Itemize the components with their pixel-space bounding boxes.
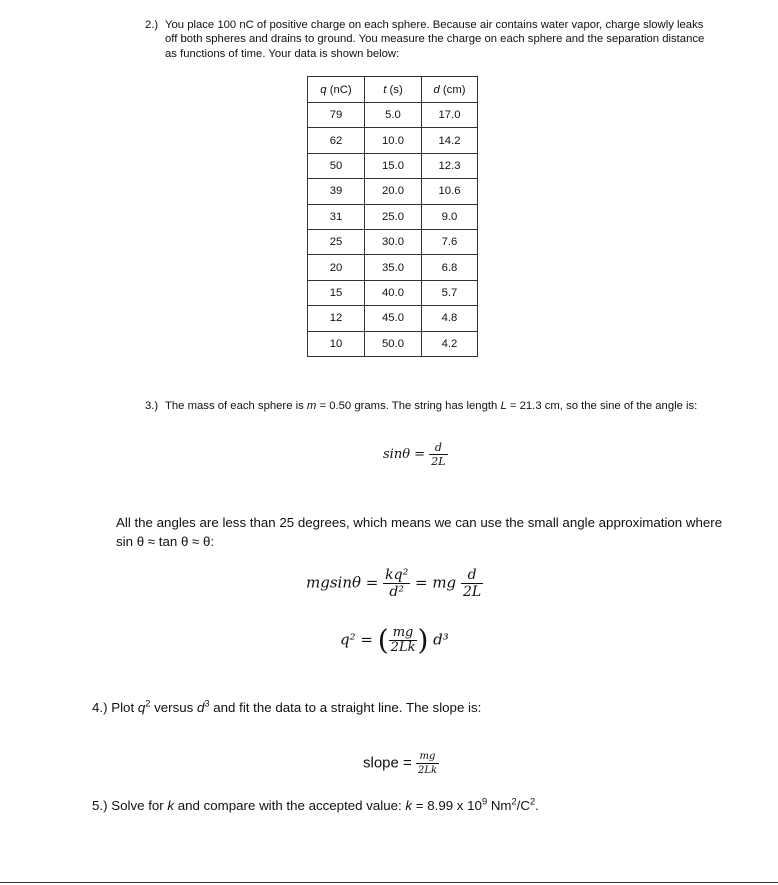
slope-equation: slope = $\frac{mg}{2Lk}$ <box>363 751 438 776</box>
table-cell: 15.0 <box>365 153 422 178</box>
table-row <box>308 204 478 229</box>
charge-squared-equation: q² = ( $\frac{mg}{2Lk}$ ) d³ <box>340 623 449 657</box>
table-cell: 12.3 <box>422 153 478 178</box>
table-cell: 20 <box>308 255 365 280</box>
sine-fraction: $\frac{d}{2L}$ <box>431 441 446 468</box>
table-cell: 50 <box>308 153 365 178</box>
page-bottom-rule <box>0 882 778 883</box>
slope-fraction: $\frac{mg}{2Lk}$ <box>390 625 416 655</box>
header-charge: q (nC) <box>308 77 365 103</box>
data-table <box>307 76 478 357</box>
table-cell: 79 <box>308 103 365 128</box>
table-cell: 39 <box>308 179 365 204</box>
table-cell: 25 <box>308 229 365 254</box>
table-cell: 30.0 <box>365 229 422 254</box>
table-row <box>308 306 478 331</box>
table-cell: 31 <box>308 204 365 229</box>
header-distance: d (cm) <box>422 77 478 103</box>
table-cell: 62 <box>308 128 365 153</box>
table-cell: 25.0 <box>365 204 422 229</box>
table-row <box>308 128 478 153</box>
table-row <box>308 255 478 280</box>
question-3 <box>145 399 705 413</box>
geometry-fraction: $\frac{d}{2L}$ <box>462 567 482 600</box>
table-cell: 14.2 <box>422 128 478 153</box>
table-cell: 20.0 <box>365 179 422 204</box>
table-cell: 7.6 <box>422 229 478 254</box>
question-2 <box>145 18 705 61</box>
table-cell: 5.0 <box>365 103 422 128</box>
table-cell: 5.7 <box>422 280 478 305</box>
table-row <box>308 103 478 128</box>
slope-value-fraction: $\frac{mg}{2Lk}$ <box>417 751 438 776</box>
table-cell: 10.6 <box>422 179 478 204</box>
sine-equation: sinθ = $\frac{d}{2L}$ <box>383 441 446 468</box>
table-cell: 6.8 <box>422 255 478 280</box>
table-cell: 4.8 <box>422 306 478 331</box>
question-5: 5.) Solve for k and compare with the accepted value: k = 8.99 x $10^9$ $Nm^2/C^2$. <box>92 796 539 813</box>
question-4: 4.) Plot $q^2$ versus $d^3$ and fit the data to a straight line. The slope is: <box>92 698 482 715</box>
table-row <box>308 331 478 356</box>
header-time: t (s) <box>365 77 422 103</box>
table-header-row <box>308 77 478 103</box>
question-3-number: 3.) <box>145 400 159 412</box>
table-cell: 17.0 <box>422 103 478 128</box>
force-equation: mgsinθ = $\frac{\text{kq²}}{\text{d²}}$ = mg $\frac{d}{2L}$ <box>306 567 482 600</box>
table-cell: 4.2 <box>422 331 478 356</box>
table-cell: 50.0 <box>365 331 422 356</box>
table-cell: 15 <box>308 280 365 305</box>
question-2-number: 2.) <box>145 19 159 31</box>
question-2-text: You place 100 nC of positive charge on each sphere. Because air contains water vapor, charge slowly leaks off both spheres and drains to ground. You measure the charge on each sphere and the separation distance as functions of time. Your data is shown below: <box>165 19 705 60</box>
table-cell: 10 <box>308 331 365 356</box>
question-3-text: The mass of each sphere is m = 0.50 grams. The string has length L = 21.3 cm, so the sine of the angle is: <box>165 400 698 412</box>
small-angle-text: All the angles are less than 25 degrees, which means we can use the small angle approximation where sin θ ≈ tan θ ≈ θ: <box>116 515 723 549</box>
table-row <box>308 229 478 254</box>
table-cell: 35.0 <box>365 255 422 280</box>
coulomb-fraction: $\frac{\text{kq²}}{\text{d²}}$ <box>385 567 409 600</box>
table-cell: 40.0 <box>365 280 422 305</box>
table-cell: 9.0 <box>422 204 478 229</box>
table-cell: 45.0 <box>365 306 422 331</box>
table-cell: 12 <box>308 306 365 331</box>
table-row <box>308 280 478 305</box>
table-row <box>308 153 478 178</box>
table-row <box>308 179 478 204</box>
table-cell: 10.0 <box>365 128 422 153</box>
